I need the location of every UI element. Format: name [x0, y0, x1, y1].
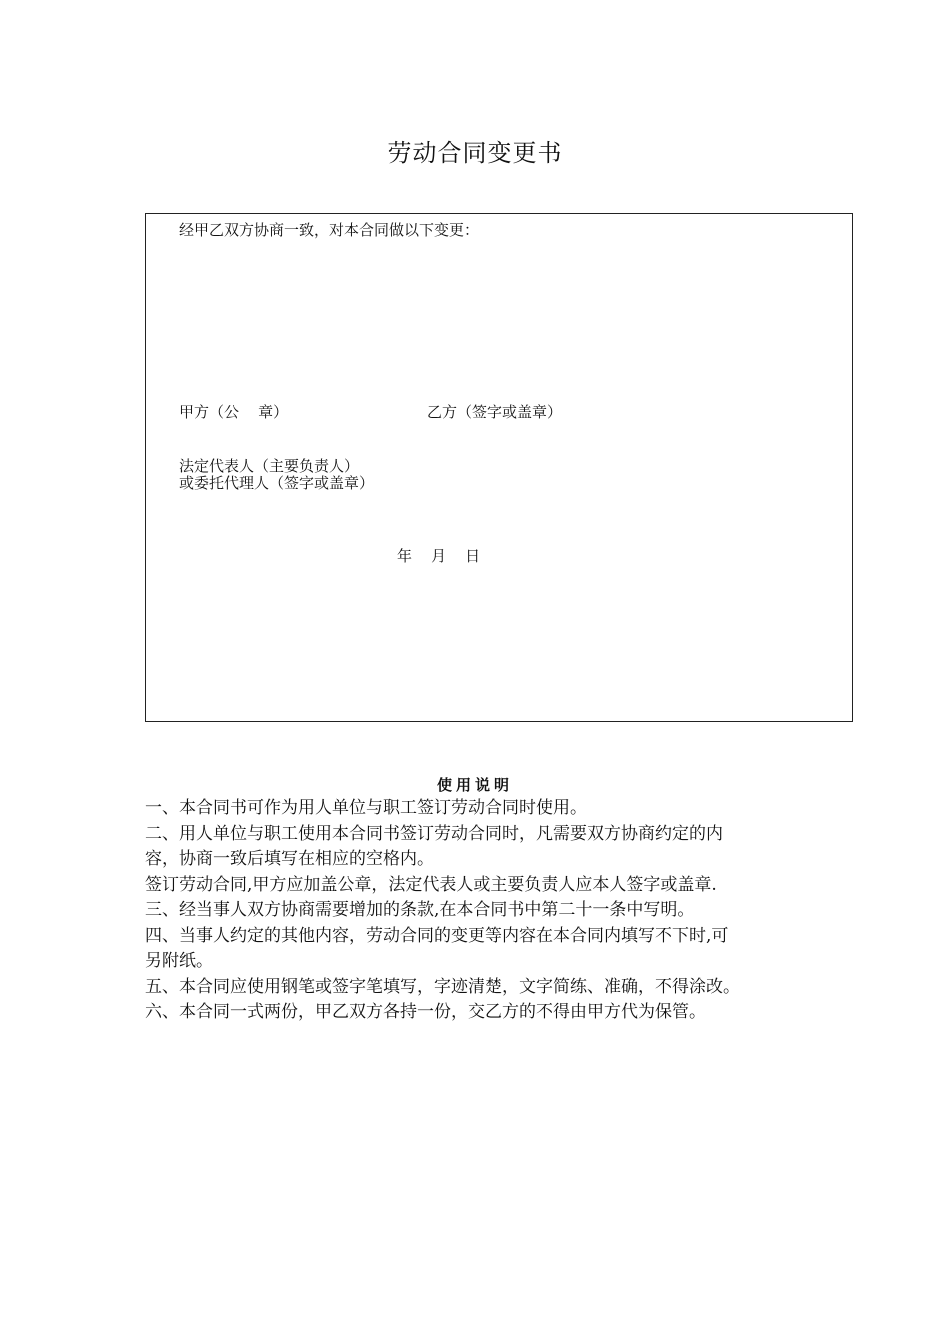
party-a-seal-label: 甲方（公 章） [179, 403, 289, 421]
authorized-agent-label: 或委托代理人（签字或盖章） [179, 474, 375, 492]
date-label: 年 月 日 [397, 547, 481, 565]
party-b-signature-label: 乙方（签字或盖章） [427, 403, 563, 421]
instruction-line: 四、当事人约定的其他内容，劳动合同的变更等内容在本合同内填写不下时,可 [145, 925, 729, 946]
instructions-list [145, 796, 825, 1026]
form-intro: 经甲乙双方协商一致，对本合同做以下变更： [179, 221, 480, 239]
instruction-line: 一、本合同书可作为用人单位与职工签订劳动合同时使用。 [145, 798, 587, 818]
instruction-line: 六、本合同一式两份，甲乙双方各持一份，交乙方的不得由甲方代为保管。 [145, 1002, 706, 1022]
form-box [145, 213, 853, 722]
instruction-line: 五、本合同应使用钢笔或签字笔填写，字迹清楚，文字简练、准确，不得涂改。 [145, 976, 740, 997]
instruction-line: 三、经当事人双方协商需要增加的条款,在本合同书中第二十一条中写明。 [145, 900, 695, 920]
page-title: 劳动合同变更书 [387, 139, 563, 167]
instruction-line: 二、用人单位与职工使用本合同书签订劳动合同时，凡需要双方协商约定的内 [145, 823, 723, 844]
instruction-line: 另附纸。 [145, 951, 213, 971]
instructions-title: 使用说明 [436, 776, 513, 794]
legal-representative-label: 法定代表人（主要负责人） [179, 457, 360, 475]
instruction-line: 容，协商一致后填写在相应的空格内。 [145, 849, 434, 869]
instruction-line: 签订劳动合同,甲方应加盖公章，法定代表人或主要负责人应本人签字或盖章. [145, 874, 717, 895]
